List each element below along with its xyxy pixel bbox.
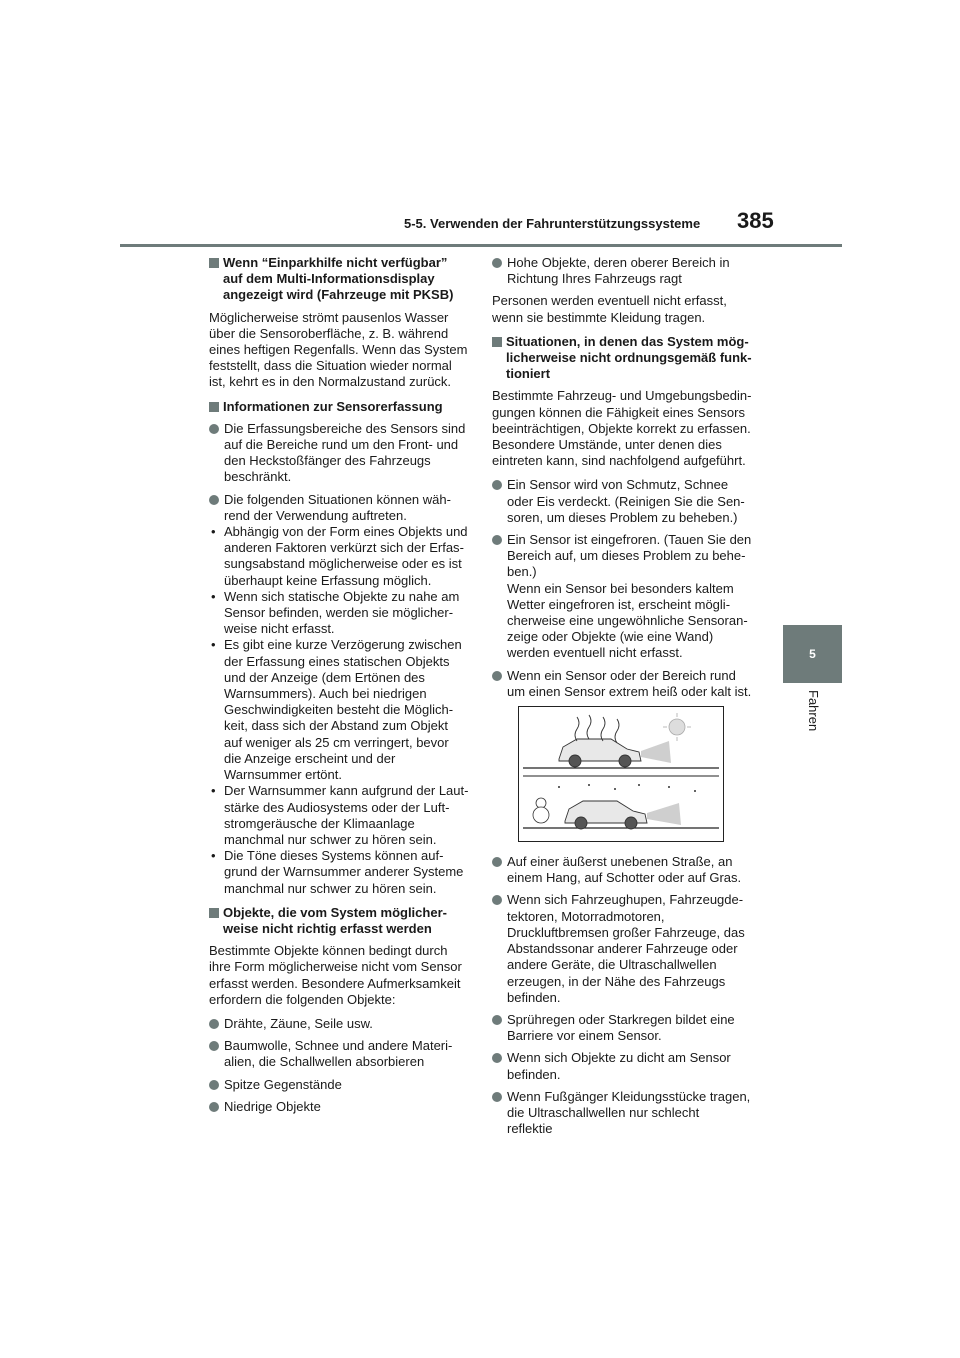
list-item: Auf einer äußerst unebenen Straße, an einem Hang, auf Schotter oder auf Gras. xyxy=(492,854,752,886)
sensor-weather-illustration xyxy=(518,706,724,842)
paragraph: Bestimmte Objekte können bedingt durch ihre Form möglicherweise nicht vom Sensor erfasst werden. Besondere Aufmerksamkeit erfordern die folgenden Objekte: xyxy=(209,943,462,1007)
left-column xyxy=(209,255,469,1121)
list-item: Ein Sensor wird von Schmutz, Schnee oder Eis verdeckt. (Reinigen Sie die Sensoren, um dieses Problem zu beheben.) xyxy=(492,477,752,526)
sub-list-item: • Es gibt eine kurze Verzögerung zwischen der Erfassung eines statischen Objekts und der Anzeige (dem Ertönen des Warnsummers). Auch bei niedrigen Geschwindigkeiten besteht die Möglichkeit, dass sich der Abstand zum Objekt auf weniger als 25 cm verringert, bevor die Anzeige erscheint und der Warnsummer ertönt. xyxy=(211,637,462,783)
square-bullet-icon xyxy=(209,402,219,412)
list-item: Wenn ein Sensor oder der Bereich rund um einen Sensor extrem heiß oder kalt ist. xyxy=(492,668,752,700)
list-item: Wenn sich Fahrzeughupen, Fahrzeugdetektoren, Motorradmotoren, Druckluftbremsen großer Fahrzeuge, das Abstandssonar anderer Fahrzeuge oder andere Geräte, die Ultraschallwellen erzeugen, in der Nähe des Fahrzeugs befinden. xyxy=(492,892,752,1005)
sub-list-item: • Abhängig von der Form eines Objekts und anderen Faktoren verkürzt sich der Erfassungsabstand möglicherweise oder es ist überhaupt keine Erfassung möglich. xyxy=(211,524,468,588)
section-heading: Objekte, die vom System möglicherweise nicht richtig erfasst werden xyxy=(209,905,469,937)
square-bullet-icon xyxy=(492,337,502,347)
paragraph: Bestimmte Fahrzeug- und Umgebungsbedingungen können die Fähigkeit eines Sensors beeinträchtigen, Objekte korrekt zu erfassen. Besondere Umstände, unter denen dies eintreten kann, sind nachfolgend aufgeführt. xyxy=(492,388,752,469)
round-bullet-icon xyxy=(492,671,502,681)
round-bullet-icon xyxy=(492,258,502,268)
sub-list xyxy=(209,524,469,897)
section-heading: Wenn “Einparkhilfe nicht verfügbar” auf dem Multi-Informationsdisplay angezeigt wird (Fahrzeuge mit PKSB) xyxy=(209,255,469,304)
round-bullet-icon xyxy=(209,1041,219,1051)
chapter-label: Fahren xyxy=(806,690,822,732)
right-column xyxy=(492,255,752,1143)
section-title: 5-5. Verwenden der Fahrunterstützungssysteme xyxy=(404,216,701,231)
sub-list-item: • Die Töne dieses Systems können aufgrund der Warnsummer anderer Systeme manchmal nur schwer zu hören sein. xyxy=(211,848,464,896)
round-bullet-icon xyxy=(492,1092,502,1102)
round-bullet-icon xyxy=(492,480,502,490)
square-bullet-icon xyxy=(209,908,219,918)
round-bullet-icon xyxy=(209,424,219,434)
list-item: Niedrige Objekte xyxy=(209,1099,469,1115)
section-heading: Situationen, in denen das System möglicherweise nicht ordnungsgemäß funktioniert xyxy=(492,334,752,383)
sub-list-item: • Wenn sich statische Objekte zu nahe am Sensor befinden, werden sie möglicherweise nicht erfasst. xyxy=(211,588,460,637)
list-item: Ein Sensor ist eingefroren. (Tauen Sie den Bereich auf, um dieses Problem zu beheben.) Wenn ein Sensor bei besonders kaltem Wetter eingefroren ist, erscheint möglicherweise eine ungewöhnliche Sensoranzeige oder Objekte (wie eine Wand) werden eventuell nicht erfasst. xyxy=(492,532,752,662)
square-bullet-icon xyxy=(209,258,219,268)
round-bullet-icon xyxy=(492,535,502,545)
section-heading: Informationen zur Sensorerfassung xyxy=(209,399,469,415)
header-divider xyxy=(120,244,842,247)
list-item: Drähte, Zäune, Seile usw. xyxy=(209,1016,469,1032)
paragraph: Möglicherweise strömt pausenlos Wasser über die Sensoroberfläche, z. B. während eines heftigen Regenfalls. Wenn das System feststellt, dass die Situation wieder normal ist, kehrt es in den Normalzustand zurück. xyxy=(209,309,468,390)
round-bullet-icon xyxy=(209,495,219,505)
list-item: Wenn Fußgänger Kleidungsstücke tragen, die Ultraschallwellen nur schlecht reflektie xyxy=(492,1089,752,1138)
paragraph: Personen werden eventuell nicht erfasst, wenn sie bestimmte Kleidung tragen. xyxy=(492,293,727,325)
round-bullet-icon xyxy=(209,1080,219,1090)
car-weather-icon xyxy=(519,707,723,841)
round-bullet-icon xyxy=(492,895,502,905)
round-bullet-icon xyxy=(492,857,502,867)
round-bullet-icon xyxy=(492,1053,502,1063)
list-item: Spitze Gegenstände xyxy=(209,1077,469,1093)
list-item: Hohe Objekte, deren oberer Bereich in Richtung Ihres Fahrzeugs ragt xyxy=(492,255,752,287)
list-item: Baumwolle, Schnee und andere Materialien, die Schallwellen absorbieren xyxy=(209,1038,469,1070)
round-bullet-icon xyxy=(209,1102,219,1112)
chapter-tab[interactable]: 5 xyxy=(783,625,842,683)
list-item: Die Erfassungsbereiche des Sensors sind auf die Bereiche rund um den Front- und den Heckstoßfänger des Fahrzeugs beschränkt. xyxy=(209,421,469,486)
round-bullet-icon xyxy=(209,1019,219,1029)
round-bullet-icon xyxy=(492,1015,502,1025)
sub-list-item: • Der Warnsummer kann aufgrund der Lautstärke des Audiosystems oder der Luftstromgeräusche der Klimaanlage manchmal nur schwer zu hören sein. xyxy=(211,783,469,847)
page-number: 385 xyxy=(737,208,774,233)
list-item: Sprühregen oder Starkregen bildet eine Barriere vor einem Sensor. xyxy=(492,1012,752,1044)
list-item: Die folgenden Situationen können während der Verwendung auftreten. xyxy=(209,492,469,524)
list-item: Wenn sich Objekte zu dicht am Sensor befinden. xyxy=(492,1050,752,1082)
